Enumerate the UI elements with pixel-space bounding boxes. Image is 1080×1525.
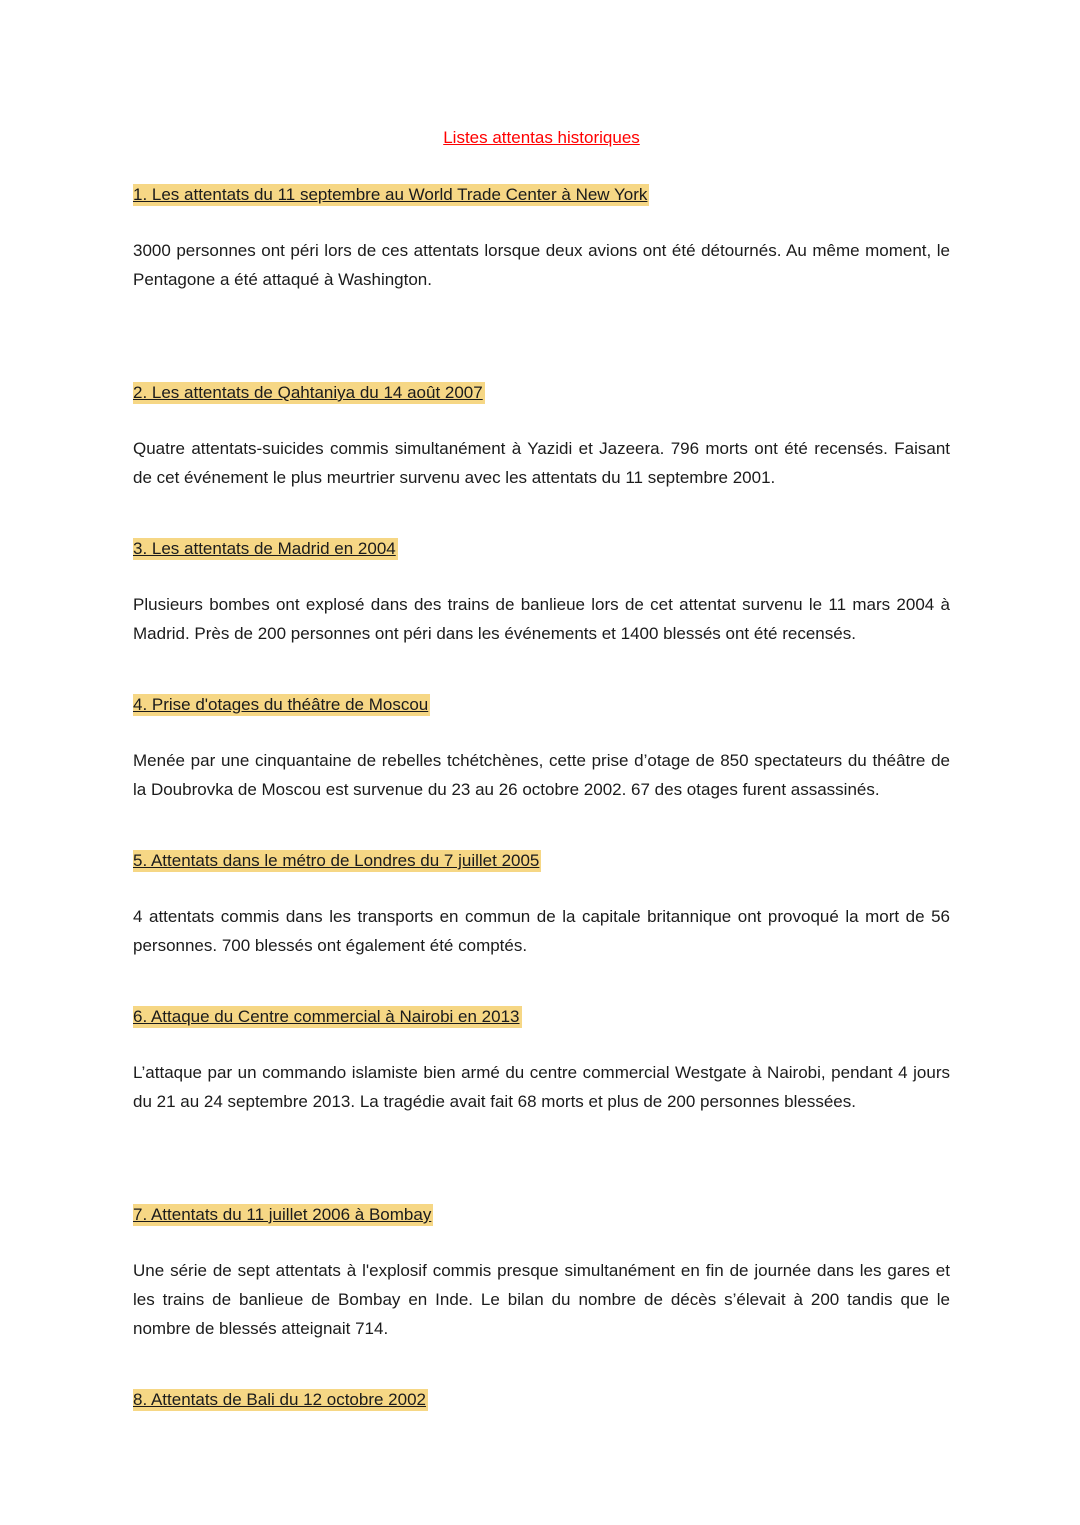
section-heading-8-text: 8. Attentats de Bali du 12 octobre 2002 — [133, 1390, 426, 1409]
section-heading-4 — [133, 692, 950, 718]
section-heading-7-text: 7. Attentats du 11 juillet 2006 à Bombay — [133, 1205, 432, 1224]
section-heading-7 — [133, 1202, 950, 1228]
section-heading-6 — [133, 1004, 950, 1030]
section-heading-2 — [133, 380, 950, 406]
section-heading-5-text: 5. Attentats dans le métro de Londres du 7 juillet 2005 — [133, 851, 540, 870]
section-heading-1-text: 1. Les attentats du 11 septembre au World Trade Center à New York — [133, 185, 648, 204]
section-heading-1 — [133, 182, 950, 208]
document-title-text: Listes attentas historiques — [443, 128, 640, 147]
section-heading-3 — [133, 536, 950, 562]
section-body-3: Plusieurs bombes ont explosé dans des trains de banlieue lors de cet attentat survenu le 11 mars 2004 à Madrid. Près de 200 personnes ont péri dans les événements et 1400 blessés ont été recensés. — [133, 595, 950, 643]
document-title — [133, 128, 950, 148]
section-body-5: 4 attentats commis dans les transports en commun de la capitale britannique ont provoqué la mort de 56 personnes. 700 blessés ont également été comptés. — [133, 907, 950, 955]
section-body-1: 3000 personnes ont péri lors de ces attentats lorsque deux avions ont été détournés. Au même moment, le Pentagone a été attaqué à Washington. — [133, 241, 950, 289]
section-body-2: Quatre attentats-suicides commis simultanément à Yazidi et Jazeera. 796 morts ont été recensés. Faisant de cet événement le plus meurtrier survenu avec les attentats du 11 septembre 2001. — [133, 439, 950, 487]
section-heading-4-text: 4. Prise d'otages du théâtre de Moscou — [133, 695, 429, 714]
section-heading-8 — [133, 1387, 950, 1413]
section-body-6: L’attaque par un commando islamiste bien armé du centre commercial Westgate à Nairobi, pendant 4 jours du 21 au 24 septembre 2013. La tragédie avait fait 68 morts et plus de 200 personnes blessées. — [133, 1063, 950, 1111]
section-heading-5 — [133, 848, 950, 874]
section-body-7: Une série de sept attentats à l'explosif commis presque simultanément en fin de journée dans les gares et les trains de banlieue de Bombay en Inde. Le bilan du nombre de décès s’élevait à 200 tandis que le nombre de blessés atteignait 714. — [133, 1261, 950, 1338]
section-heading-6-text: 6. Attaque du Centre commercial à Nairobi en 2013 — [133, 1007, 520, 1026]
section-body-4: Menée par une cinquantaine de rebelles tchétchènes, cette prise d’otage de 850 spectateurs du théâtre de la Doubrovka de Moscou est survenue du 23 au 26 octobre 2002. 67 des otages furent assassinés. — [133, 751, 950, 799]
section-heading-3-text: 3. Les attentats de Madrid en 2004 — [133, 539, 396, 558]
section-heading-2-text: 2. Les attentats de Qahtaniya du 14 août 2007 — [133, 383, 483, 402]
